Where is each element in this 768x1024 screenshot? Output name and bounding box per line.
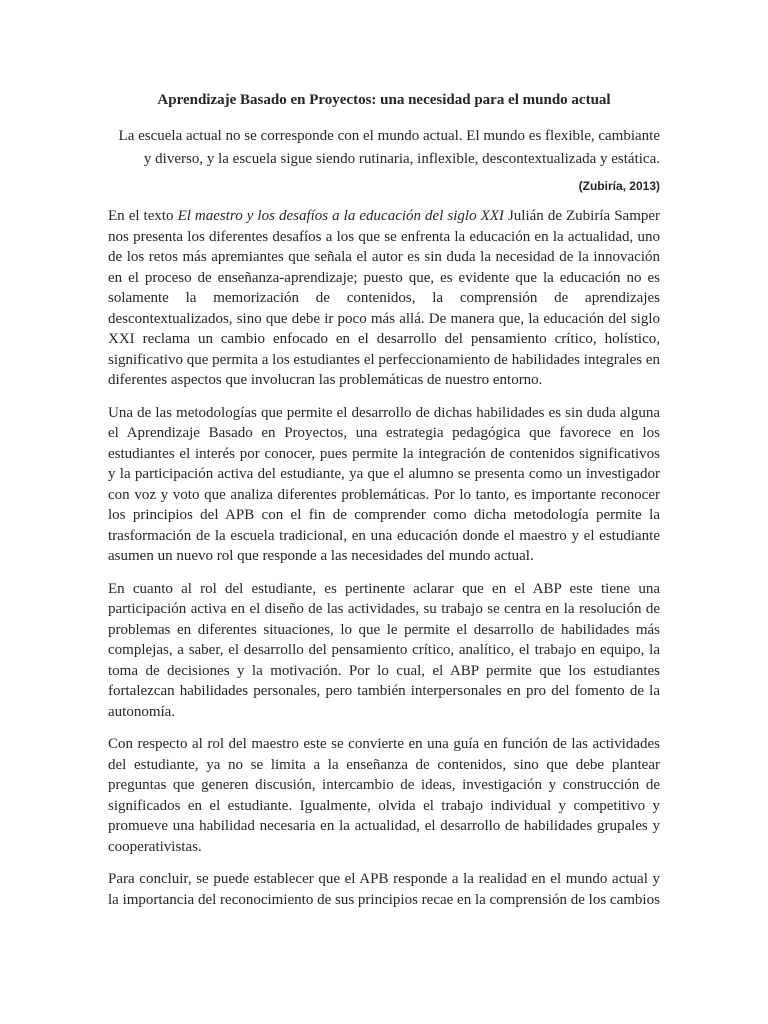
paragraph-1-body: Julián de Zubiría Samper nos presenta los diferentes desafíos a los que se enfrenta la educación en la actualidad, uno de los retos más apremiantes que señala el autor es sin duda la necesidad de la innovación en el proceso de enseñanza-aprendizaje; puesto que, es evidente que la educación no es solamente la memorización de contenidos, la comprensión de aprendizajes descontextualizados, sino que debe ir poco más allá. De manera que, la educación del siglo XXI reclama un cambio enfocado en el desarrollo del pensamiento crítico, holístico, significativo que permita a los estudiantes el perfeccionamiento de habilidades integrales en diferentes aspectos que involucran las problemáticas de nuestro entorno. xyxy=(108,208,661,388)
paragraph-1 xyxy=(108,206,660,391)
paragraph-4: Con respecto al rol del maestro este se convierte en una guía en función de las actividades del estudiante, ya no se limita a la enseñanza de contenidos, sino que debe plantear preguntas que generen discusión, intercambio de ideas, investigación y construcción de significados en el estudiante. Igualmente, olvida el trabajo individual y competitivo y promueve una habilidad necesaria en la actualidad, el desarrollo de habilidades grupales y cooperativistas. xyxy=(108,736,660,855)
document-title: Aprendizaje Basado en Proyectos: una necesidad para el mundo actual xyxy=(157,92,611,108)
epigraph-citation: (Zubiría, 2013) xyxy=(578,179,660,193)
paragraph-1-intro: En el texto xyxy=(108,208,178,224)
paragraph-3: En cuanto al rol del estudiante, es pertinente aclarar que en el ABP este tiene una participación activa en el diseño de las actividades, su trabajo se centra en la resolución de problemas en diferentes situaciones, lo que le permite el desarrollo de habilidades más complejas, a saber, el desarrollo del pensamiento crítico, analítico, el trabajo en equipo, la toma de decisiones y la motivación. Por lo cual, el ABP permite que los estudiantes fortalezcan habilidades personales, pero también interpersonales en pro del fomento de la autonomía. xyxy=(108,580,660,720)
paragraph-2: Una de las metodologías que permite el desarrollo de dichas habilidades es sin duda alguna el Aprendizaje Basado en Proyectos, una estrategia pedagógica que favorece en los estudiantes el interés por conocer, pues permite la integración de contenidos significativos y la participación activa del estudiante, ya que el alumno se presenta como un investigador con voz y voto que analiza diferentes problemáticas. Por lo tanto, es importante reconocer los principios del APB con el fin de comprender como dicha metodología permite la trasformación de la escuela tradicional, en una educación donde el maestro y el estudiante asumen un nuevo rol que responde a las necesidades del mundo actual. xyxy=(108,404,660,564)
paragraph-5: Para concluir, se puede establecer que el APB responde a la realidad en el mundo actual y la importancia del reconocimiento de sus principios recae en la comprensión de los cambios xyxy=(108,871,660,908)
epigraph-quote: La escuela actual no se corresponde con el mundo actual. El mundo es flexible, cambiante y diverso, y la escuela sigue siendo rutinaria, inflexible, descontextualizada y estática. xyxy=(118,128,660,167)
book-title-italic: El maestro y los desafíos a la educación del siglo XXI xyxy=(177,208,504,224)
